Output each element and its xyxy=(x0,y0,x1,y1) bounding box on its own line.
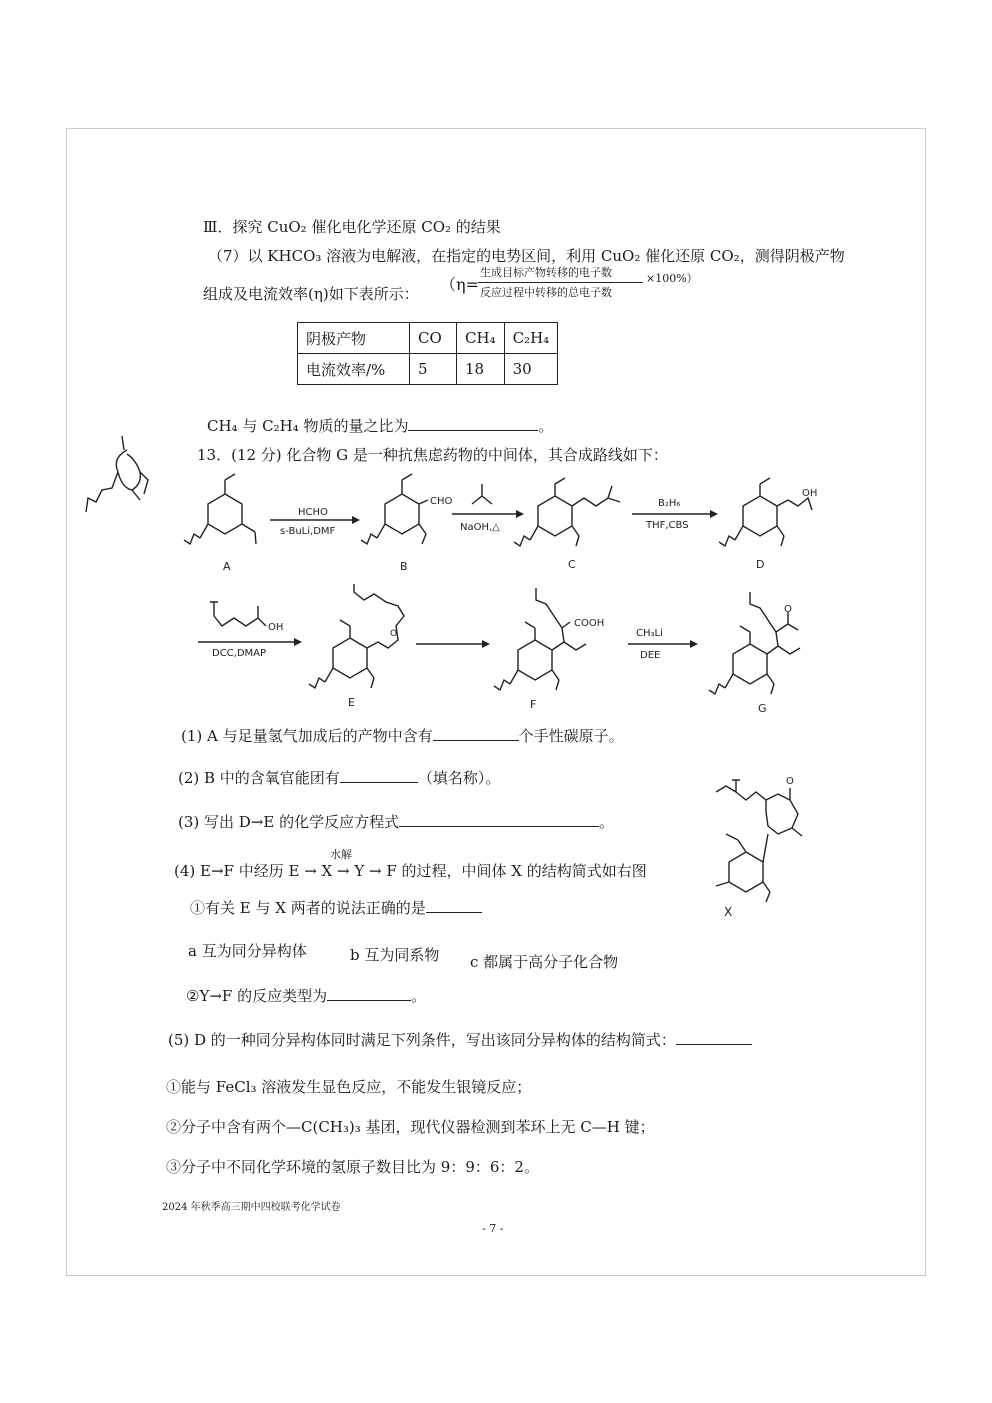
option-a: a 互为同分异构体 xyxy=(188,942,307,960)
sub-question-3: (3) 写出 D→E 的化学反应方程式 。 xyxy=(178,813,615,831)
label-C: C xyxy=(568,558,576,571)
label-E: E xyxy=(348,696,355,709)
acid-reagent-structure xyxy=(210,602,266,626)
label-D: D xyxy=(756,558,765,571)
intermediate-X-structure xyxy=(696,770,816,920)
handwritten-sketch xyxy=(82,428,162,528)
reagent-c-d-bot: THF,CBS xyxy=(646,520,689,531)
table-cell: 电流效率/% xyxy=(298,354,410,385)
sub-question-1: (1) A 与足量氢气加成后的产物中含有 个手性碳原子。 xyxy=(181,727,624,745)
hydrolysis-label: 水解 xyxy=(330,848,352,861)
section-heading: Ⅲ．探究 CuO₂ 催化电化学还原 CO₂ 的结果 xyxy=(203,218,501,236)
footer-title: 2024 年秋季高三期中四校联考化学试卷 xyxy=(162,1202,341,1213)
table-cell: C₂H₄ xyxy=(504,323,558,354)
answer-blank[interactable] xyxy=(433,726,519,741)
x-o-label: O xyxy=(786,776,794,787)
acid-oh-label: OH xyxy=(268,622,284,633)
answer-blank[interactable] xyxy=(426,898,482,913)
answer-blank[interactable] xyxy=(327,986,411,1001)
compound-C-structure xyxy=(514,478,620,546)
table-cell: 30 xyxy=(504,354,558,385)
table-cell: 18 xyxy=(457,354,505,385)
sub-question-4: (4) E→F 中经历 E → X → Y → F 的过程，中间体 X 的结构简式如右图 xyxy=(174,862,647,880)
label-G: G xyxy=(758,702,767,715)
label-B: B xyxy=(400,560,408,573)
table-row xyxy=(298,354,558,385)
ester-o-label: O xyxy=(390,629,398,639)
table-cell: CO xyxy=(410,323,457,354)
answer-blank[interactable] xyxy=(399,812,599,827)
sub-question-4-1: ①有关 E 与 X 两者的说法正确的是 xyxy=(190,898,482,917)
sub-question-5: (5) D 的一种同分异构体同时满足下列条件，写出该同分异构体的结构简式： xyxy=(168,1030,752,1049)
answer-blank[interactable] xyxy=(408,416,538,431)
question-7-text: （7）以 KHCO₃ 溶液为电解液，在指定的电势区间，利用 CuO₂ 催化还原 CO₂，测得阴极产物 xyxy=(208,247,845,265)
sub-question-4-2: ②Y→F 的反应类型为 。 xyxy=(186,987,427,1005)
condition-3: ③分子中不同化学环境的氢原子数目比为 9：9：6：2。 xyxy=(166,1158,539,1176)
label-A: A xyxy=(223,560,231,573)
compound-A-structure xyxy=(184,474,256,544)
cho-label: CHO xyxy=(430,496,453,507)
compound-D-structure xyxy=(719,478,812,546)
current-efficiency-table xyxy=(297,322,558,385)
synthesis-scheme-row1 xyxy=(180,472,840,582)
reagent-a-b-top: HCHO xyxy=(298,507,328,518)
reagent-c-d-top: B₂H₆ xyxy=(658,498,681,509)
label-F: F xyxy=(530,698,537,711)
reagent-d-e: DCC,DMAP xyxy=(212,648,267,659)
option-c: c 都属于高分子化合物 xyxy=(470,953,619,971)
condition-1: ①能与 FeCl₃ 溶液发生显色反应，不能发生银镜反应； xyxy=(166,1078,532,1096)
question-13-intro: 13．(12 分) 化合物 G 是一种抗焦虑药物的中间体，其合成路线如下： xyxy=(197,446,668,464)
compound-B-structure xyxy=(361,474,428,544)
ketone-o-label: O xyxy=(784,604,792,615)
reagent-f-g-bot: DEE xyxy=(640,650,661,661)
reagent-f-g-top: CH₃Li xyxy=(636,628,663,639)
reagent-b-c: NaOH,△ xyxy=(460,522,500,533)
table-cell: 阴极产物 xyxy=(298,323,410,354)
question-7-text-2: 组成及电流效率(η)如下表所示： xyxy=(203,285,419,303)
cooh-label: COOH xyxy=(574,618,605,629)
compound-F-structure xyxy=(494,588,586,690)
condition-2: ②分子中含有两个—C(CH₃)₃ 基团，现代仪器检测到苯环上无 C—H 键； xyxy=(166,1118,655,1136)
label-X: X xyxy=(724,905,733,919)
page-number: - 7 - xyxy=(482,1222,504,1235)
oh-label: OH xyxy=(802,488,818,499)
answer-blank[interactable] xyxy=(676,1030,752,1045)
table-cell: CH₄ xyxy=(457,323,505,354)
ratio-question: CH₄ 与 C₂H₄ 物质的量之比为 。 xyxy=(207,417,554,435)
synthesis-scheme-row2 xyxy=(190,588,830,718)
sub-question-2: (2) B 中的含氧官能团有 （填名称）。 xyxy=(178,769,501,787)
answer-blank[interactable] xyxy=(340,768,418,783)
reagent-a-b-bot: s-BuLi,DMF xyxy=(280,526,336,537)
table-header-row xyxy=(298,323,558,354)
table-cell: 5 xyxy=(410,354,457,385)
option-b: b 互为同系物 xyxy=(350,946,440,964)
